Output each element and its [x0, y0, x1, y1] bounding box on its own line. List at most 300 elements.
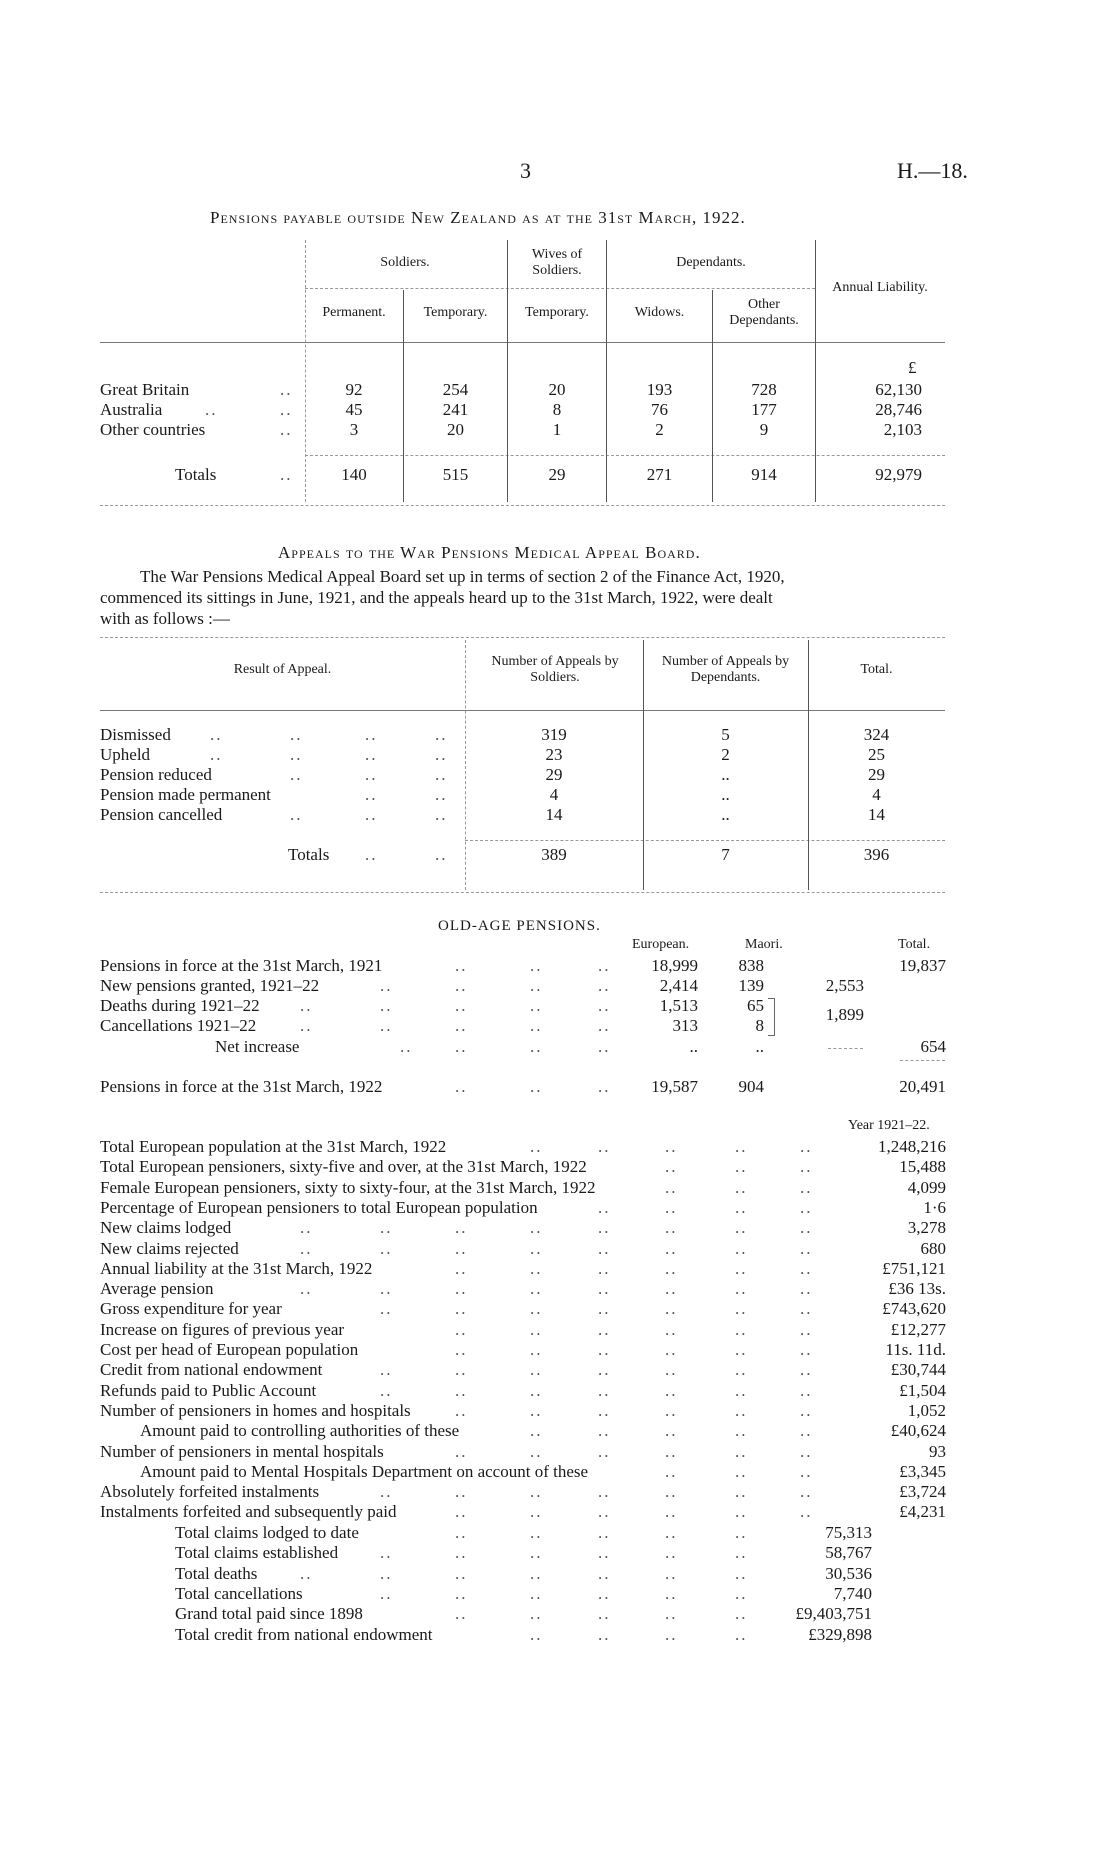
table-row [0, 976, 1114, 996]
stat-label: Total cancellations [175, 1583, 303, 1603]
leader-dots: .. [455, 1279, 468, 1299]
leader-dots: .. [598, 1319, 611, 1339]
leader-dots: .. [665, 1624, 678, 1644]
stat-label: Refunds paid to Public Account [100, 1380, 317, 1400]
cell-other: 728 [751, 380, 777, 399]
leader-dots: .. [210, 725, 223, 744]
leader-dots: .. [280, 420, 293, 439]
stat-row [0, 1320, 1114, 1340]
leader-dots: .. [435, 805, 448, 824]
stat-label: Total credit from national endowment [175, 1624, 433, 1644]
stat-label: Number of pensioners in homes and hospitals [100, 1400, 411, 1420]
cell-liability: 62,130 [875, 380, 922, 399]
leader-dots: .. [665, 1279, 678, 1299]
row-label: Dismissed [100, 725, 171, 744]
leader-dots: .. [400, 1037, 413, 1056]
header-widows: Widows. [634, 305, 685, 320]
leader-dots: .. [530, 1441, 543, 1461]
header-european: European. [632, 937, 690, 952]
table-row [0, 420, 1114, 440]
leader-dots: .. [530, 1502, 543, 1522]
stat-label: Increase on figures of previous year [100, 1319, 345, 1339]
leader-dots: .. [735, 1543, 748, 1563]
stat-row [0, 1442, 1114, 1462]
leader-dots: .. [455, 1543, 468, 1563]
leader-dots: .. [455, 1400, 468, 1420]
stat-row [0, 1360, 1114, 1380]
leader-dots: .. [290, 765, 303, 784]
cell-widows: 193 [646, 380, 673, 399]
leader-dots: .. [598, 1604, 611, 1624]
leader-dots: .. [290, 805, 303, 824]
cell-widows: 271 [646, 465, 673, 484]
row-label: Net increase [215, 1037, 300, 1056]
leader-dots: .. [280, 465, 293, 484]
leader-dots: .. [455, 1218, 468, 1238]
leader-dots: .. [435, 745, 448, 764]
row-label: Pensions in force at the 31st March, 1922 [100, 1077, 383, 1096]
leader-dots: .. [800, 1380, 813, 1400]
stat-label: Instalments forfeited and subsequently paid [100, 1502, 397, 1522]
leader-dots: .. [735, 1421, 748, 1441]
leader-dots: .. [530, 1482, 543, 1502]
leader-dots: .. [665, 1583, 678, 1603]
cell-other: 177 [751, 400, 777, 419]
brace [768, 998, 775, 1036]
leader-dots: .. [455, 1604, 468, 1624]
cell-total: 4 [872, 785, 881, 804]
document-reference: H.—18. [897, 158, 968, 183]
leader-dots: .. [735, 1340, 748, 1359]
leader-dots: .. [530, 1523, 543, 1542]
leader-dots: .. [665, 1137, 678, 1156]
leader-dots: .. [665, 1299, 678, 1319]
stat-value: £1,504 [899, 1380, 946, 1400]
cell-maori: 838 [738, 956, 764, 975]
cell-temporary: 241 [442, 400, 469, 419]
stat-value: 7,740 [833, 1583, 872, 1603]
leader-dots: .. [800, 1360, 813, 1380]
leader-dots: .. [365, 745, 378, 764]
leader-dots: .. [210, 745, 223, 764]
leader-dots: .. [800, 1197, 813, 1217]
stat-label: Total claims lodged to date [175, 1523, 359, 1542]
leader-dots: .. [530, 1360, 543, 1380]
cell-dependants: 2 [721, 745, 730, 764]
leader-dots: .. [280, 380, 293, 399]
stat-value: 1,052 [907, 1400, 946, 1420]
leader-dots: .. [300, 1016, 313, 1035]
leader-dots: .. [598, 996, 611, 1015]
leader-dots: .. [735, 1137, 748, 1156]
cell-permanent: 92 [345, 380, 363, 399]
leader-dots: .. [365, 845, 378, 864]
leader-dots: .. [800, 1279, 813, 1299]
leader-dots: .. [530, 996, 543, 1015]
leader-dots: .. [455, 1360, 468, 1380]
leader-dots: .. [800, 1441, 813, 1461]
leader-dots: .. [735, 1482, 748, 1502]
leader-dots: .. [735, 1279, 748, 1299]
table-row [0, 765, 1114, 785]
stat-row [0, 1462, 1114, 1482]
leader-dots: .. [735, 1380, 748, 1400]
cell-temporary: 515 [442, 465, 469, 484]
stat-row [0, 1564, 1114, 1584]
header-temporary: Temporary. [423, 305, 488, 320]
leader-dots: .. [290, 725, 303, 744]
leader-dots: .. [598, 1077, 611, 1096]
leader-dots: .. [735, 1624, 748, 1644]
leader-dots: .. [380, 996, 393, 1015]
leader-dots: .. [380, 1299, 393, 1319]
leader-dots: .. [800, 1177, 813, 1197]
stat-value: 1,248,216 [878, 1137, 946, 1156]
cell-total: 29 [868, 765, 885, 784]
leader-dots: .. [365, 785, 378, 804]
table-row [0, 745, 1114, 765]
stat-label: Cost per head of European population [100, 1340, 359, 1359]
cell-dependants: 5 [721, 725, 730, 744]
leader-dots: .. [530, 1137, 543, 1156]
header-permanent: Permanent. [322, 305, 386, 320]
stat-value: £4,231 [899, 1502, 946, 1522]
stat-row [0, 1381, 1114, 1401]
header-appeals-by-dependants: Number of Appeals by Dependants. [661, 654, 790, 685]
leader-dots: .. [665, 1543, 678, 1563]
cell-soldiers: 319 [541, 725, 567, 744]
leader-dots: .. [735, 1157, 748, 1177]
header-total: Total. [898, 937, 931, 952]
leader-dots: .. [365, 725, 378, 744]
cell-subtotal: 1,899 [825, 1005, 864, 1024]
leader-dots: .. [665, 1319, 678, 1339]
cell-other: 9 [759, 420, 769, 439]
cell-total: 20,491 [899, 1077, 946, 1096]
cell-total: 324 [863, 725, 890, 744]
cell-widows: 2 [655, 420, 664, 439]
cell-total: 25 [868, 745, 885, 764]
leader-dots: .. [735, 1299, 748, 1319]
old-age-title: OLD-AGE PENSIONS. [438, 918, 601, 934]
row-label: Deaths during 1921–22 [100, 996, 260, 1015]
cell-subtotal: 2,553 [825, 976, 864, 995]
cell-liability: 28,746 [875, 400, 922, 419]
stat-value: 680 [920, 1238, 946, 1258]
header-wives-temporary: Temporary. [525, 305, 589, 320]
cell-permanent: 45 [345, 400, 363, 419]
header-appeals-by-soldiers: Number of Appeals by Soldiers. [491, 654, 619, 685]
header-total: Total. [860, 662, 893, 677]
leader-dots: .. [665, 1502, 678, 1522]
stat-value: 30,536 [825, 1563, 872, 1583]
stat-row [0, 1340, 1114, 1360]
leader-dots: .. [455, 1482, 468, 1502]
leader-dots: .. [735, 1502, 748, 1522]
leader-dots: .. [598, 1523, 611, 1542]
stat-label: Amount paid to Mental Hospitals Department on account of these [140, 1461, 589, 1481]
cell-soldiers: 389 [541, 845, 567, 864]
leader-dots: .. [665, 1157, 678, 1177]
leader-dots: .. [665, 1258, 678, 1278]
leader-dots: .. [735, 1238, 748, 1258]
leader-dots: .. [530, 1563, 543, 1583]
cell-wives: 20 [548, 380, 566, 399]
stat-value: £36 13s. [888, 1279, 946, 1299]
leader-dots: .. [530, 1238, 543, 1258]
header-dependants: Dependants. [676, 255, 746, 270]
cell-total: 396 [863, 845, 890, 864]
stat-row [0, 1299, 1114, 1319]
stat-value: 75,313 [825, 1523, 872, 1542]
stat-label: New claims lodged [100, 1218, 232, 1238]
leader-dots: .. [665, 1177, 678, 1197]
table-row [0, 400, 1114, 420]
leader-dots: .. [435, 785, 448, 804]
final-row [0, 1077, 1114, 1097]
leader-dots: .. [735, 1604, 748, 1624]
leader-dots: .. [365, 805, 378, 824]
leader-dots: .. [455, 996, 468, 1015]
leader-dots: .. [530, 1340, 543, 1359]
leader-dots: .. [455, 1319, 468, 1339]
stat-label: Total European population at the 31st March, 1922 [100, 1137, 447, 1156]
currency-symbol: £ [908, 358, 917, 377]
cell-liability: 92,979 [875, 465, 922, 484]
cell-european: 313 [672, 1016, 698, 1035]
leader-dots: .. [800, 1421, 813, 1441]
leader-dots: .. [665, 1563, 678, 1583]
row-label: Pension reduced [100, 765, 212, 784]
stat-label: Annual liability at the 31st March, 1922 [100, 1258, 373, 1278]
cell-european: 2,414 [659, 976, 698, 995]
stat-label: Total claims established [175, 1543, 339, 1563]
leader-dots: .. [598, 1543, 611, 1563]
leader-dots: .. [665, 1461, 678, 1481]
stat-row [0, 1198, 1114, 1218]
cell-maori: .. [755, 1037, 764, 1056]
stat-label: Total European pensioners, sixty-five and over, at the 31st March, 1922 [100, 1157, 587, 1177]
leader-dots: .. [598, 1218, 611, 1238]
leader-dots: .. [530, 1624, 543, 1644]
appeals-title: Appeals to the War Pensions Medical Appeal Board. [278, 543, 701, 562]
leader-dots: .. [380, 1380, 393, 1400]
stat-value: £40,624 [890, 1421, 946, 1441]
row-label: Totals [175, 465, 217, 484]
cell-dependants: .. [721, 785, 730, 804]
stat-label: Average pension [100, 1279, 214, 1299]
leader-dots: .. [530, 1077, 543, 1096]
header-other-dependants: Other Dependants. [729, 297, 799, 328]
leader-dots: .. [735, 1400, 748, 1420]
leader-dots: .. [530, 1037, 543, 1056]
leader-dots: .. [598, 1197, 611, 1217]
header-result-of-appeal: Result of Appeal. [233, 662, 332, 677]
cell-temporary: 254 [442, 380, 469, 399]
leader-dots: .. [735, 1360, 748, 1380]
leader-dots: .. [735, 1461, 748, 1481]
leader-dots: .. [735, 1197, 748, 1217]
stat-row [0, 1502, 1114, 1522]
leader-dots: .. [598, 1421, 611, 1441]
table-row [0, 380, 1114, 400]
stat-row [0, 1604, 1114, 1624]
leader-dots: .. [665, 1238, 678, 1258]
stat-row [0, 1279, 1114, 1299]
stat-value: 93 [929, 1441, 946, 1461]
stat-label: Absolutely forfeited instalments [100, 1482, 320, 1502]
stat-value: 15,488 [899, 1157, 946, 1177]
leader-dots: .. [598, 1238, 611, 1258]
leader-dots: .. [598, 956, 611, 975]
leader-dots: .. [380, 976, 393, 995]
leader-dots: .. [530, 1604, 543, 1624]
leader-dots: .. [455, 1583, 468, 1603]
stat-value: £329,898 [808, 1624, 872, 1644]
leader-dots: .. [280, 400, 293, 419]
cell-european: 1,513 [659, 996, 698, 1015]
stat-value: £3,724 [899, 1482, 946, 1502]
cell-wives: 29 [548, 465, 566, 484]
stat-row [0, 1401, 1114, 1421]
leader-dots: .. [455, 1502, 468, 1522]
cell-soldiers: 14 [545, 805, 563, 824]
leader-dots: .. [598, 1380, 611, 1400]
leader-dots: .. [800, 1319, 813, 1339]
table-row [0, 956, 1114, 976]
leader-dots: .. [800, 1157, 813, 1177]
stat-row [0, 1625, 1114, 1645]
row-label: Pension cancelled [100, 805, 223, 824]
table-row [0, 1016, 1114, 1036]
stat-label: New claims rejected [100, 1238, 239, 1258]
page-number: 3 [520, 158, 531, 183]
stat-row [0, 1421, 1114, 1441]
leader-dots: .. [530, 1258, 543, 1278]
leader-dots: .. [380, 1563, 393, 1583]
leader-dots: .. [735, 1563, 748, 1583]
leader-dots: .. [735, 1319, 748, 1339]
leader-dots: .. [300, 1238, 313, 1258]
table-row [0, 805, 1114, 825]
header-maori: Maori. [745, 937, 783, 952]
leader-dots: .. [455, 1299, 468, 1319]
leader-dots: .. [665, 1218, 678, 1238]
cell-maori: 904 [738, 1077, 764, 1096]
leader-dots: .. [800, 1137, 813, 1156]
leader-dots: .. [380, 1583, 393, 1603]
leader-dots: .. [290, 745, 303, 764]
table-row [0, 1037, 1114, 1057]
stat-value: £9,403,751 [795, 1604, 872, 1624]
leader-dots: .. [800, 1299, 813, 1319]
leader-dots: .. [665, 1523, 678, 1542]
leader-dots: .. [598, 1340, 611, 1359]
leader-dots: .. [665, 1604, 678, 1624]
cell-soldiers: 4 [549, 785, 559, 804]
leader-dots: .. [380, 1218, 393, 1238]
stat-row [0, 1178, 1114, 1198]
leader-dots: .. [800, 1502, 813, 1522]
row-label: Pensions in force at the 31st March, 1921 [100, 956, 383, 975]
leader-dots: .. [530, 1319, 543, 1339]
leader-dots: .. [455, 1238, 468, 1258]
leader-dots: .. [530, 1016, 543, 1035]
leader-dots: .. [300, 1279, 313, 1299]
leader-dots: .. [800, 1340, 813, 1359]
stat-row [0, 1218, 1114, 1238]
row-label: Pension made permanent [100, 785, 271, 804]
stat-value: 3,278 [907, 1218, 946, 1238]
stat-label: Credit from national endowment [100, 1360, 323, 1380]
stat-value: 11s. 11d. [885, 1340, 946, 1359]
leader-dots: .. [598, 1563, 611, 1583]
cell-total: 19,837 [899, 956, 946, 975]
row-label: New pensions granted, 1921–22 [100, 976, 320, 995]
appeals-paragraph-line-1: The War Pensions Medical Appeal Board set up in terms of section 2 of the Finance Act, 1920, [140, 567, 785, 586]
cell-maori: 139 [738, 976, 764, 995]
table-row [0, 785, 1114, 805]
stats-year-header: Year 1921–22. [848, 1118, 930, 1133]
cell-permanent: 140 [341, 465, 367, 484]
leader-dots: .. [380, 1543, 393, 1563]
stat-value: 4,099 [907, 1177, 946, 1197]
cell-total: 654 [920, 1037, 946, 1056]
row-label: Australia [100, 400, 163, 419]
cell-dependants: .. [721, 765, 730, 784]
leader-dots: .. [530, 1421, 543, 1441]
cell-maori: 65 [747, 996, 764, 1015]
leader-dots: .. [380, 1279, 393, 1299]
leader-dots: .. [380, 1016, 393, 1035]
row-label: Totals [288, 845, 330, 864]
leader-dots: .. [598, 1441, 611, 1461]
stat-value: 1·6 [923, 1197, 946, 1217]
cell-liability: 2,103 [883, 420, 922, 439]
leader-dots: .. [455, 1563, 468, 1583]
leader-dots: .. [435, 845, 448, 864]
leader-dots: .. [455, 1258, 468, 1278]
cell-temporary: 20 [447, 420, 464, 439]
leader-dots: .. [530, 976, 543, 995]
stat-label: Total deaths [175, 1563, 258, 1583]
stat-label: Female European pensioners, sixty to sixty-four, at the 31st March, 1922 [100, 1177, 596, 1197]
leader-dots: .. [735, 1523, 748, 1542]
header-wives-of-soldiers: Wives of Soldiers. [531, 247, 583, 278]
leader-dots: .. [455, 1380, 468, 1400]
leader-dots: .. [598, 1037, 611, 1056]
row-label: Other countries [100, 420, 206, 439]
leader-dots: .. [665, 1197, 678, 1217]
leader-dots: .. [598, 1400, 611, 1420]
leader-dots: .. [455, 1016, 468, 1035]
leader-dots: .. [735, 1218, 748, 1238]
leader-dots: .. [735, 1441, 748, 1461]
stat-row [0, 1239, 1114, 1259]
row-label: Upheld [100, 745, 151, 764]
leader-dots: .. [530, 1218, 543, 1238]
leader-dots: .. [800, 1218, 813, 1238]
cell-other: 914 [751, 465, 777, 484]
stat-row [0, 1523, 1114, 1543]
table-row [0, 725, 1114, 745]
leader-dots: .. [455, 1037, 468, 1056]
stat-row [0, 1482, 1114, 1502]
appeals-paragraph-line-3: with as follows :— [100, 609, 230, 628]
leader-dots: .. [300, 1563, 313, 1583]
cell-european: 19,587 [651, 1077, 698, 1096]
cell-soldiers: 23 [545, 745, 563, 764]
